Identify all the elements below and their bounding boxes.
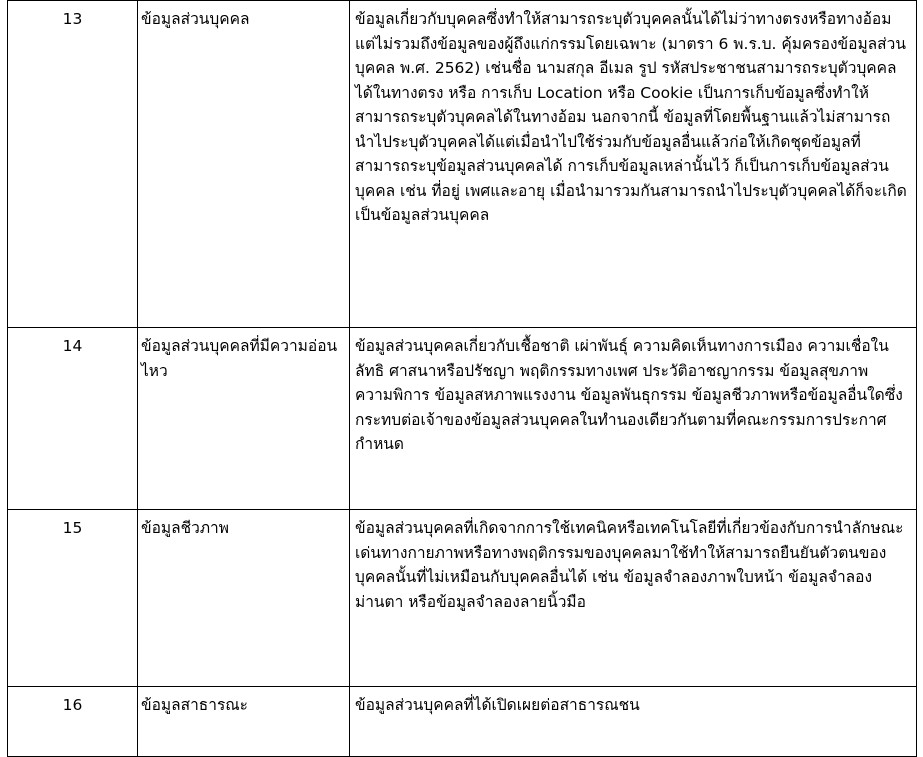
table-row	[8, 1, 917, 328]
definition-cell: ข้อมูลส่วนบุคคลที่เกิดจากการใช้เทคนิคหรือเทคโนโลยีที่เกี่ยวข้องกับการนำลักษณะเด่นทางกายภาพหรือทางพฤติกรรมของบุคคลมาใช้ทำให้สามารถยืนยันตัวตนของบุคคลนั้นที่ไม่เหมือนกับบุคคลอื่นได้ เช่น ข้อมูลจำลองภาพใบหน้า ข้อมูลจำลองม่านตา หรือข้อมูลจำลองลายนิ้วมือ	[350, 510, 917, 687]
row-number: 16	[8, 687, 138, 757]
term-cell: ข้อมูลชีวภาพ	[138, 510, 350, 687]
term-cell: ข้อมูลส่วนบุคคลที่มีความอ่อนไหว	[138, 328, 350, 510]
table-row	[8, 687, 917, 757]
row-number: 15	[8, 510, 138, 687]
definition-cell: ข้อมูลส่วนบุคคลที่ได้เปิดเผยต่อสาธารณชน	[350, 687, 917, 757]
row-number: 13	[8, 1, 138, 328]
term-cell: ข้อมูลสาธารณะ	[138, 687, 350, 757]
term-cell: ข้อมูลส่วนบุคคล	[138, 1, 350, 328]
definition-cell: ข้อมูลส่วนบุคคลเกี่ยวกับเชื้อชาติ เผ่าพันธุ์ ความคิดเห็นทางการเมือง ความเชื่อในลัทธิ ศาสนาหรือปรัชญา พฤติกรรมทางเพศ ประวัติอาชญากรรม ข้อมูลสุขภาพ ความพิการ ข้อมูลสหภาพแรงงาน ข้อมูลพันธุกรรม ข้อมูลชีวภาพหรือข้อมูลอื่นใดซึ่งกระทบต่อเจ้าของข้อมูลส่วนบุคคลในทำนองเดียวกันตามที่คณะกรรมการประกาศกำหนด	[350, 328, 917, 510]
glossary-table	[7, 0, 917, 757]
table-row	[8, 510, 917, 687]
row-number: 14	[8, 328, 138, 510]
table-row	[8, 328, 917, 510]
definition-cell: ข้อมูลเกี่ยวกับบุคคลซึ่งทำให้สามารถระบุตัวบุคคลนั้นได้ไม่ว่าทางตรงหรือทางอ้อม แต่ไม่รวมถึงข้อมูลของผู้ถึงแก่กรรมโดยเฉพาะ (มาตรา 6 พ.ร.บ. คุ้มครองข้อมูลส่วนบุคคล พ.ศ. 2562) เช่นชื่อ นามสกุล อีเมล รูป รหัสประชาชนสามารถระบุตัวบุคคลได้ในทางตรง หรือ การเก็บ Location หรือ Cookie เป็นการเก็บข้อมูลซึ่งทำให้สามารถระบุตัวบุคคลได้ในทางอ้อม นอกจากนี้ ข้อมูลที่โดยพื้นฐานแล้วไม่สามารถนำไประบุตัวบุคคลได้แต่เมื่อนำไปใช้ร่วมกับข้อมูลอื่นแล้วก่อให้เกิดชุดข้อมูลที่สามารถระบุข้อมูลส่วนบุคคลได้ การเก็บข้อมูลเหล่านั้นไว้ ก็เป็นการเก็บข้อมูลส่วนบุคคล เช่น ที่อยู่ เพศและอายุ เมื่อนำมารวมกันสามารถนำไประบุตัวบุคคลได้ก็จะเกิดเป็นข้อมูลส่วนบุคคล	[350, 1, 917, 328]
